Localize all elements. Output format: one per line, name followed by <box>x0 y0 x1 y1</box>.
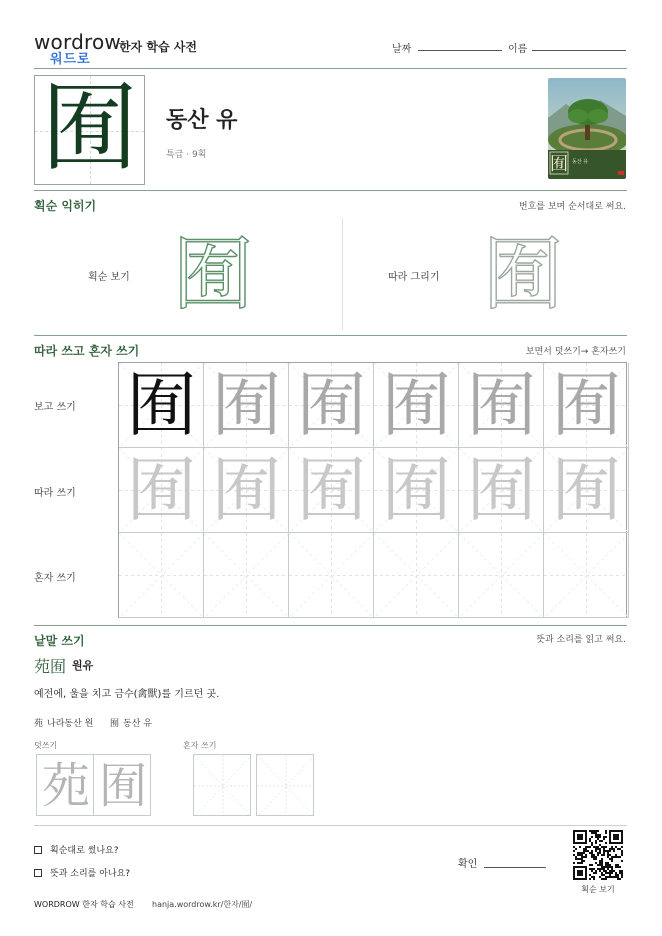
word-section-title: 낱말 쓰기 <box>34 634 85 648</box>
book-cover-image <box>548 78 626 179</box>
footer-brand: WORDROW 한자 학습 사전 <box>34 900 134 909</box>
practice-grid <box>118 362 627 618</box>
word-reading: 원유 <box>72 659 94 672</box>
practice-section-note: 보면서 덧쓰기→ 혼자쓰기 <box>525 347 626 357</box>
stroke-section-title: 획순 익히기 <box>34 199 97 213</box>
practice-character: 囿 <box>126 364 197 446</box>
practice-cell[interactable] <box>374 533 459 618</box>
practice-cell[interactable] <box>119 533 204 618</box>
solo-word-label: 혼자 쓰기 <box>183 741 217 750</box>
practice-cell[interactable] <box>204 363 289 448</box>
practice-character: 囿 <box>211 449 282 531</box>
practice-character: 囿 <box>551 364 622 446</box>
practice-character: 囿 <box>381 449 452 531</box>
row-label-view: 보고 쓰기 <box>34 402 76 413</box>
practice-cell[interactable] <box>459 533 544 618</box>
section-divider-2 <box>34 335 627 336</box>
stroke-order-diagram: 囿 <box>173 228 253 321</box>
checklist-text: 뜻과 소리를 아나요? <box>50 869 131 879</box>
practice-cell[interactable] <box>204 448 289 533</box>
practice-cell[interactable] <box>459 363 544 448</box>
practice-character: 囿 <box>551 449 622 531</box>
gloss-1-char: 苑 <box>34 719 44 729</box>
word-trace-cell[interactable] <box>93 754 151 816</box>
big-character: 囿 <box>41 72 138 184</box>
word-solo-cell[interactable] <box>193 754 251 816</box>
stroke-divider <box>342 218 343 330</box>
section-divider-1 <box>34 190 627 191</box>
practice-character: 囿 <box>466 364 537 446</box>
section-divider-3 <box>34 625 627 626</box>
practice-character: 囿 <box>296 364 367 446</box>
cover-caption: 동산 유 <box>572 159 589 165</box>
gloss-2-text: 동산 유 <box>123 719 152 729</box>
word-trace-cell[interactable] <box>36 754 94 816</box>
app-title: 한자 학습 사전 <box>119 40 197 54</box>
checklist-item-stroke[interactable] <box>34 843 119 856</box>
stroke-trace-diagram[interactable]: 囿 <box>483 228 563 321</box>
practice-character: 囿 <box>381 364 452 446</box>
practice-cell[interactable] <box>544 448 629 533</box>
date-field[interactable] <box>418 50 502 51</box>
trace-word-label: 덧쓰기 <box>34 741 58 750</box>
practice-character: 囿 <box>126 449 197 531</box>
practice-cell[interactable] <box>119 448 204 533</box>
practice-cell[interactable] <box>544 363 629 448</box>
practice-cell[interactable] <box>374 363 459 448</box>
section-divider-4 <box>34 825 627 826</box>
practice-character: 囿 <box>296 449 367 531</box>
practice-cell[interactable] <box>204 533 289 618</box>
practice-cell[interactable] <box>289 363 374 448</box>
trace-char-1: 苑 <box>41 758 90 814</box>
svg-text:囿: 囿 <box>550 154 568 175</box>
practice-cell[interactable] <box>374 448 459 533</box>
stroke-section-note: 번호를 보며 순서대로 써요. <box>518 202 626 212</box>
logo-subtext: 워드로 <box>50 52 91 67</box>
practice-cell[interactable] <box>289 533 374 618</box>
confirm-label: 확인 <box>458 859 478 870</box>
trace-char-2: 囿 <box>98 758 147 814</box>
practice-cell[interactable] <box>289 448 374 533</box>
word-solo-cell[interactable] <box>256 754 314 816</box>
row-label-trace: 따라 쓰기 <box>34 488 76 499</box>
gloss-2-char: 囿 <box>110 719 120 729</box>
qr-code-icon[interactable] <box>573 830 623 880</box>
checkbox-icon[interactable] <box>34 846 42 854</box>
checkbox-icon[interactable] <box>34 869 42 877</box>
logo-wordmark: wordrow <box>34 30 121 54</box>
practice-character: 囿 <box>211 364 282 446</box>
checklist-item-meaning[interactable] <box>34 866 130 879</box>
stroke-view-label: 획순 보기 <box>88 272 130 283</box>
checklist-text: 획순대로 썼나요? <box>50 846 119 856</box>
name-label: 이름 <box>508 44 528 55</box>
stroke-trace-label: 따라 그리기 <box>388 272 440 283</box>
name-field[interactable] <box>532 50 626 51</box>
qr-label: 획순 보기 <box>581 885 615 894</box>
character-reading: 동산 유 <box>166 108 238 133</box>
practice-character: 囿 <box>466 449 537 531</box>
gloss-1-text: 나라동산 원 <box>47 719 94 729</box>
practice-cell[interactable] <box>119 363 204 448</box>
practice-section-title: 따라 쓰고 혼자 쓰기 <box>34 344 140 358</box>
character-meta: 특급 · 9획 <box>166 150 207 160</box>
footer-url[interactable]: hanja.wordrow.kr/한자/囿/ <box>152 900 253 909</box>
practice-cell[interactable] <box>459 448 544 533</box>
confirm-field[interactable] <box>484 867 546 868</box>
date-label: 날짜 <box>392 44 412 55</box>
practice-cell[interactable] <box>544 533 629 618</box>
word-hanja: 苑囿 <box>34 657 67 676</box>
word-section-note: 뜻과 소리를 읽고 써요. <box>536 635 626 645</box>
row-label-solo: 혼자 쓰기 <box>34 573 76 584</box>
word-definition: 예전에, 울을 치고 금수(禽獸)를 기르던 곳. <box>34 689 220 700</box>
